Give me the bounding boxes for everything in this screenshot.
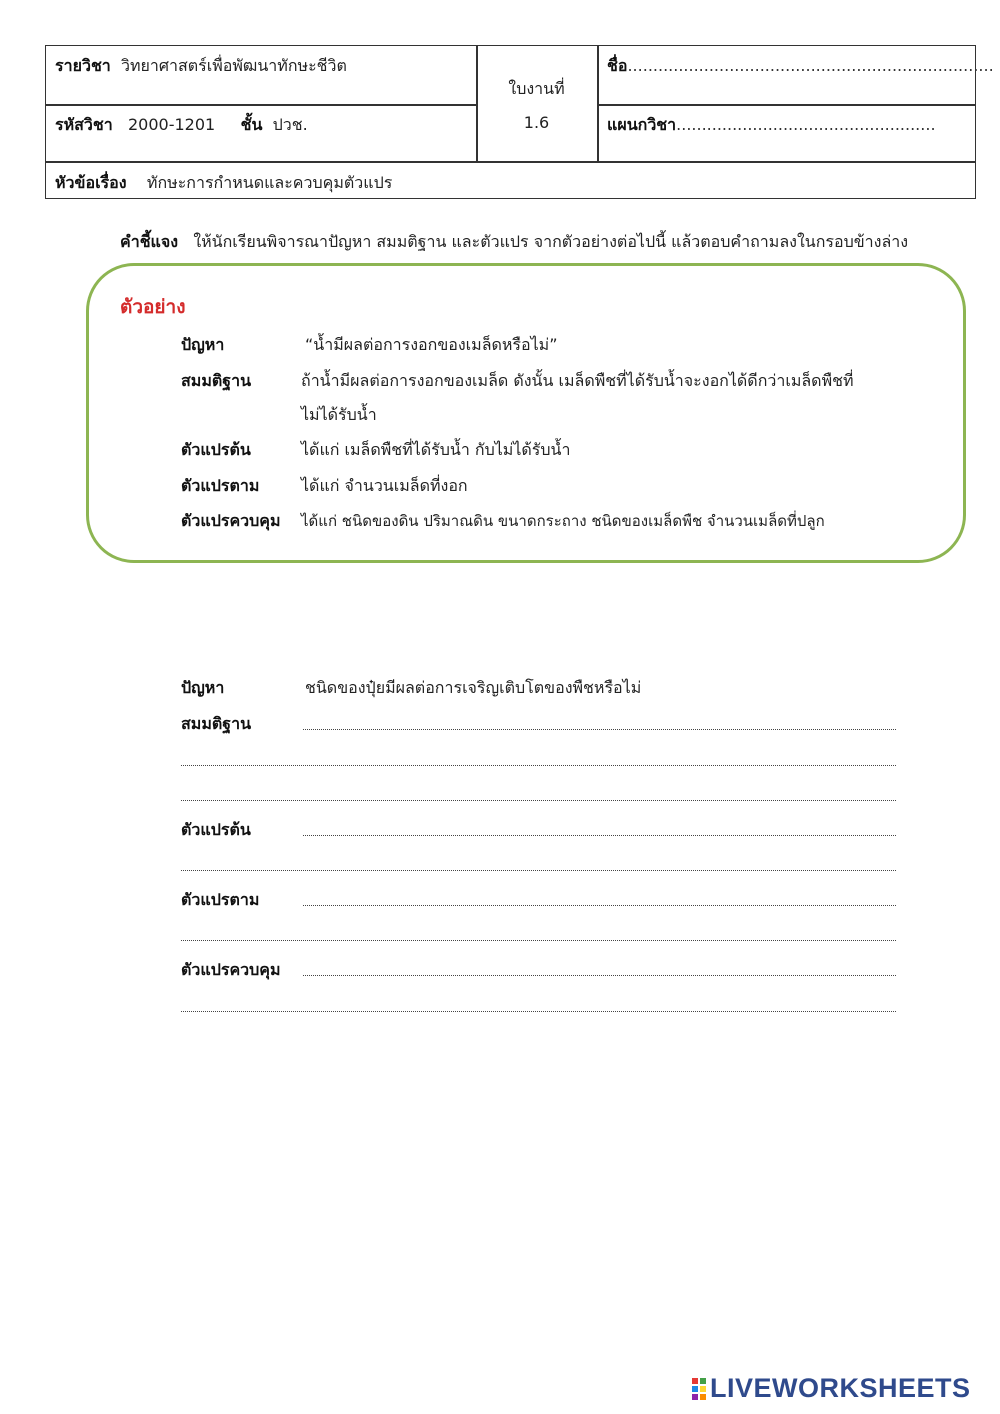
worksheet-label: ใบงานที่ (508, 79, 565, 98)
header-table (45, 45, 994, 199)
question-hypothesis-label: สมมติฐาน (181, 714, 251, 733)
level-label: ชั้น (240, 115, 263, 134)
dept-label: แผนกวิชา (607, 115, 677, 134)
independent-answer-line-1[interactable] (303, 835, 896, 836)
dept-field[interactable] (607, 113, 936, 138)
topic-label: หัวข้อเรื่อง (55, 173, 127, 192)
dept-dots: ................................................... (676, 115, 936, 134)
hypothesis-answer-line-2[interactable] (181, 765, 896, 766)
example-controlled-label: ตัวแปรควบคุม (181, 511, 281, 530)
name-dots: ........................................................................ (627, 56, 994, 75)
subject-label: รายวิชา (55, 56, 111, 75)
worksheet-number: 1.6 (523, 113, 550, 132)
controlled-answer-line-2[interactable] (181, 1011, 896, 1012)
divider (46, 161, 975, 163)
subject-row (55, 54, 347, 79)
logo-icon (692, 1378, 706, 1400)
topic-row (55, 171, 392, 196)
example-hypothesis-label: สมมติฐาน (181, 371, 251, 390)
controlled-answer-line-1[interactable] (303, 975, 896, 976)
divider (476, 46, 478, 162)
example-dependent-value: ได้แก่ จำนวนเมล็ดที่งอก (301, 476, 468, 495)
example-dependent-label: ตัวแปรตาม (181, 476, 260, 495)
example-problem-label: ปัญหา (181, 335, 225, 354)
hypothesis-answer-line-1[interactable] (303, 729, 896, 730)
code-value: 2000-1201 (128, 115, 216, 134)
example-hypothesis-line1: ถ้าน้ำมีผลต่อการงอกของเมล็ด ดังนั้น เมล็ดพืชที่ได้รับน้ำจะงอกได้ดีกว่าเมล็ดพืชที่ (301, 371, 854, 390)
example-problem-value: “น้ำมีผลต่อการงอกของเมล็ดหรือไม่” (305, 335, 558, 354)
name-label: ชื่อ (607, 56, 628, 75)
independent-answer-line-2[interactable] (181, 870, 896, 871)
instructions (120, 230, 908, 255)
liveworksheets-logo (692, 1373, 971, 1404)
question-independent-label: ตัวแปรต้น (181, 820, 251, 839)
example-controlled-value: ได้แก่ ชนิดของดิน ปริมาณดิน ขนาดกระถาง ชนิดของเมล็ดพืช จำนวนเมล็ดที่ปลูก (301, 512, 825, 530)
divider (597, 104, 975, 106)
example-independent-value: ได้แก่ เมล็ดพืชที่ได้รับน้ำ กับไม่ได้รับน้ำ (301, 440, 571, 459)
dependent-answer-line-1[interactable] (303, 905, 896, 906)
question-problem-label: ปัญหา (181, 678, 225, 697)
code-label: รหัสวิชา (55, 115, 113, 134)
level-value: ปวช. (272, 115, 308, 134)
topic-value: ทักษะการกำหนดและควบคุมตัวแปร (146, 173, 393, 192)
example-hypothesis-line2: ไม่ได้รับน้ำ (301, 405, 377, 424)
instructions-label: คำชี้แจง (120, 232, 179, 251)
code-row (55, 113, 308, 138)
question-controlled-label: ตัวแปรควบคุม (181, 960, 281, 979)
name-field[interactable] (607, 54, 994, 79)
example-title: ตัวอย่าง (120, 296, 186, 318)
instructions-text: ให้นักเรียนพิจารณาปัญหา สมมติฐาน และตัวแปร จากตัวอย่างต่อไปนี้ แล้วตอบคำถามลงในกรอบข้างล่าง (193, 232, 909, 251)
subject-value: วิทยาศาสตร์เพื่อพัฒนาทักษะชีวิต (120, 56, 347, 75)
logo-text: LIVEWORKSHEETS (710, 1373, 971, 1403)
question-problem-value: ชนิดของปุ๋ยมีผลต่อการเจริญเติบโตของพืชหรือไม่ (305, 678, 642, 697)
example-independent-label: ตัวแปรต้น (181, 440, 251, 459)
divider (46, 104, 476, 106)
question-dependent-label: ตัวแปรตาม (181, 890, 260, 909)
hypothesis-answer-line-3[interactable] (181, 800, 896, 801)
dependent-answer-line-2[interactable] (181, 940, 896, 941)
